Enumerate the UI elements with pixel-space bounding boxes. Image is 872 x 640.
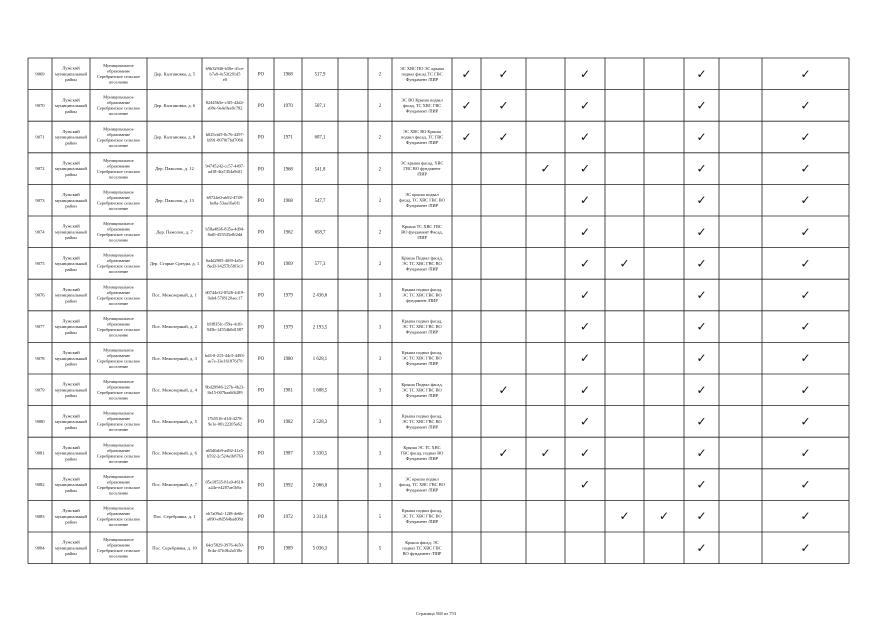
area-cell: 507,1 [314, 104, 326, 110]
area-cell: 2 193,5 [312, 325, 328, 331]
works-cell: Крыша Подвал фасад, ЭС ТС ХВС ГВС ВО Фундамент /ПИР [401, 381, 443, 398]
checkmark-icon: ✓ [800, 540, 811, 555]
row-number: 9084 [35, 545, 45, 551]
checkmark-icon: ✓ [696, 256, 707, 271]
checkmark-icon: ✓ [800, 98, 811, 113]
settlement-cell: Муниципальное образование Серебрянское сельское поселение [96, 505, 141, 527]
checkmark-icon: ✓ [619, 509, 630, 524]
district-cell: Лужский муниципальный район [55, 192, 87, 209]
checkmark-icon: ✓ [800, 477, 811, 492]
guid-cell: 9bd29946-227b-4b23-8a15-007baa6f6289 [205, 384, 245, 396]
type-cell: РО [257, 483, 265, 489]
checkmark-icon: ✓ [800, 382, 811, 397]
guid-cell: 82445b5e-c3f5-42d2-a99e-9a4e9ee9c782 [205, 100, 245, 111]
address-cell: Пос. Межозерный, д. 6 [152, 450, 197, 456]
checkmark-icon: ✓ [696, 540, 707, 555]
works-cell: ЭС ВО Крыша подвал фасад, ТС ХВС ГВС Фундамент /ПИР [401, 97, 443, 114]
year-cell: 1971 [283, 135, 293, 141]
district-cell: Лужский муниципальный район [55, 350, 87, 367]
checkmark-icon: ✓ [800, 161, 811, 176]
checkmark-icon: ✓ [800, 319, 811, 334]
year-cell: 1970 [283, 104, 293, 110]
area-cell: 577,3 [314, 262, 326, 268]
checkmark-icon: ✓ [696, 288, 707, 302]
checkmark-icon: ✓ [696, 193, 707, 208]
area-cell: 5 036,3 [312, 546, 328, 552]
checkmark-icon: ✓ [579, 98, 591, 113]
row-number: 9080 [35, 419, 45, 425]
district-cell: Лужский муниципальный район [55, 318, 87, 335]
guid-cell: eb7a09a1-12f8-4e6b-a090-e8d564bad08d [206, 510, 244, 522]
row-number: 9082 [35, 482, 45, 488]
settlement-cell: Муниципальное образование Серебрянское сельское поселение [96, 473, 141, 496]
year-cell: 1979 [283, 293, 293, 299]
checkmark-icon: ✓ [498, 98, 509, 113]
checkmark-icon: ✓ [461, 130, 472, 144]
checkmark-icon: ✓ [579, 351, 591, 366]
works-cell: Крыша ЭС ТС ХВС ГВС фасад, подвал ВО Фундамент /ПИР [400, 445, 444, 462]
checkmark-icon: ✓ [498, 66, 509, 81]
settlement-cell: Муниципальное образование Серебрянское сельское поселение [96, 157, 141, 180]
checkmark-icon: ✓ [696, 509, 707, 524]
guid-cell: 05e18535-81a9-4618-a24e-e4287ae1b9a [205, 479, 245, 490]
floors-cell: 2 [378, 135, 382, 141]
table-row [35, 474, 810, 496]
table-row [35, 316, 810, 338]
floors-cell: 3 [378, 388, 382, 394]
checkmark-icon: ✓ [696, 382, 707, 397]
checkmark-icon: ✓ [696, 446, 707, 460]
checkmark-icon: ✓ [579, 288, 591, 302]
table-row [35, 537, 810, 559]
district-cell: Лужский муниципальный район [55, 128, 87, 146]
works-cell: Крыша подвал фасад, ЭС ТС ХВС ГВС ВО Фундамент /ПИР [401, 350, 443, 367]
address-cell: Дер. Пажолок, д. 12 [155, 166, 194, 172]
floors-cell: 3 [378, 420, 382, 426]
checkmark-icon: ✓ [540, 161, 551, 176]
row-number: 9074 [35, 229, 45, 235]
floors-cell: 2 [378, 198, 382, 204]
guid-cell: 94745242-cc57-4497-ad18-4fa7454a9df1 [205, 163, 245, 174]
row-number: 9072 [35, 166, 45, 172]
row-number: 9079 [35, 387, 45, 393]
checkmark-icon: ✓ [800, 130, 811, 144]
checkmark-icon: ✓ [579, 130, 591, 144]
works-cell: Крыша ТС ХВС ГВС ВО фундамент Фасад, /ПИР [401, 223, 443, 240]
settlement-cell: Муниципальное образование Серебрянское сельское поселение [96, 94, 141, 117]
year-cell: 1968 [283, 72, 293, 78]
settlement-cell: Муниципальное образование Серебрянское сельское поселение [96, 63, 141, 85]
floors-cell: 2 [378, 72, 382, 78]
guid-cell: b9724e0-ab92-4749-be8a-53aa16a0f1 [206, 194, 244, 206]
year-cell: 1989 [283, 546, 293, 552]
row-number: 9070 [35, 103, 45, 109]
floors-cell: 5 [378, 546, 382, 552]
checkmark-icon: ✓ [579, 193, 591, 208]
guid-cell: 64cf5829-3976-4e50-8c4a-47fc8b2a518e [205, 542, 245, 554]
district-cell: Лужский муниципальный район [55, 476, 87, 493]
checkmark-icon: ✓ [800, 446, 811, 460]
row-number: 9076 [35, 292, 45, 298]
year-cell: 1980 [283, 356, 293, 362]
area-cell: 1 628,1 [312, 356, 328, 362]
year-cell: 1968 [283, 167, 293, 173]
district-cell: Лужский муниципальный район [55, 413, 87, 430]
floors-cell: 2 [378, 104, 382, 110]
checkmark-icon: ✓ [498, 130, 509, 144]
checkmark-icon: ✓ [579, 382, 591, 397]
settlement-cell: Муниципальное образование Серебрянское сельское поселение [96, 410, 141, 433]
address-cell: Дер. Пажолок, д. 7 [156, 229, 193, 235]
type-cell: РО [257, 356, 265, 362]
guid-cell: 6a4d2905-4f69-4a5e-8ad3-34257b5f03c3 [205, 258, 245, 269]
checkmark-icon: ✓ [579, 319, 591, 334]
table-row [35, 221, 810, 243]
table-row [35, 284, 810, 306]
type-cell: РО [257, 198, 265, 204]
checkmark-icon: ✓ [696, 161, 707, 176]
table-row [35, 505, 810, 527]
address-cell: Дер. Калгановка, д. 8 [153, 134, 196, 140]
checkmark-icon: ✓ [696, 66, 707, 81]
floors-cell: 5 [378, 514, 382, 520]
year-cell: 1979 [283, 325, 293, 331]
district-cell: Лужский муниципальный район [55, 444, 87, 462]
floors-cell: 3 [378, 356, 382, 362]
checkmark-icon: ✓ [696, 130, 707, 144]
guid-cell: 17b5516-d1ff-4278-9e1e-0ffc22205a62 [207, 416, 243, 427]
table-row [35, 379, 810, 401]
address-cell: Дер. Калгановка, д. 6 [153, 103, 196, 109]
works-cell: Крыша подвал фасад, ЭС ТС ХВС ГВС ВО Фундамент /ПИР [401, 508, 443, 525]
type-cell: РО [257, 420, 265, 426]
row-number: 9077 [35, 324, 45, 330]
area-cell: 541,8 [314, 167, 326, 173]
row-number: 9071 [35, 134, 45, 140]
address-cell: Дер. Калгановка, д. 5 [153, 71, 196, 77]
checkmark-icon: ✓ [579, 414, 591, 429]
guid-cell: b025cbf5-0c76-4297-b991-8070f7bd7066 [205, 131, 245, 143]
checkmark-icon: ✓ [579, 66, 591, 81]
table-row [35, 411, 810, 433]
checkmark-icon: ✓ [800, 224, 811, 239]
area-cell: 3 528,3 [312, 420, 328, 426]
district-cell: Лужский муниципальный район [55, 286, 87, 304]
year-cell: 1972 [283, 514, 293, 520]
checkmark-icon: ✓ [579, 477, 591, 492]
settlement-cell: Муниципальное образование Серебрянское сельское поселение [96, 347, 141, 369]
works-cell: Крыша подвал фасад, ЭС ТС ХВС ГВС ВО Фундамент /ПИР [401, 318, 443, 335]
type-cell: РО [257, 546, 265, 552]
row-number: 9073 [35, 197, 45, 203]
settlement-cell: Муниципальное образование Серебрянское сельское поселение [96, 189, 141, 211]
checkmark-icon: ✓ [800, 256, 811, 271]
checkmark-icon: ✓ [579, 161, 591, 176]
type-cell: РО [257, 325, 265, 331]
works-cell: ЭС ХВС ВО Крыша подвал фасад, ТС ГВС Фундамент /ПИР [400, 129, 444, 146]
table-row [35, 63, 810, 85]
checkmark-icon: ✓ [800, 193, 811, 208]
district-cell: Лужский муниципальный район [55, 508, 87, 525]
checkmark-icon: ✓ [540, 446, 551, 460]
type-cell: РО [257, 230, 265, 236]
checkmark-icon: ✓ [461, 98, 472, 113]
checkmark-icon: ✓ [579, 446, 591, 460]
works-cell: ЭС ХВС ПО ЭС крыша подвал фасад ТС ГВС Фундамент /ПИР [399, 65, 445, 82]
year-cell: 1982 [283, 420, 293, 426]
table-row [35, 347, 810, 369]
checkmark-icon: ✓ [800, 351, 811, 366]
checkmark-icon: ✓ [696, 319, 707, 334]
type-cell: РО [257, 388, 265, 394]
area-cell: 547,7 [314, 198, 326, 204]
guid-cell: a65d0ab9-ad92-41e5-b592-2c524a1b8763 [205, 447, 245, 459]
checkmark-icon: ✓ [800, 288, 811, 302]
checkmark-icon: ✓ [658, 509, 670, 524]
page-number: Страница 568 из 753 [415, 611, 457, 616]
type-cell: РО [257, 167, 265, 173]
district-cell: Лужский муниципальный район [55, 223, 87, 241]
area-cell: 2 436,6 [312, 293, 328, 299]
table-row [35, 158, 810, 180]
checkmark-icon: ✓ [800, 414, 811, 429]
guid-cell: b9f835fc-f59a-4cf0-945b-14554b0d1587 [206, 321, 244, 332]
year-cell: 1968 [283, 198, 293, 204]
guid-cell: b58a4836-835a-4d94-8af0-455535e8f2dd [205, 226, 245, 238]
checkmark-icon: ✓ [696, 98, 707, 113]
address-cell: Пос. Межозерный, д. 1 [152, 292, 197, 298]
area-cell: 2 066,0 [312, 483, 328, 489]
table-row [35, 253, 810, 275]
year-cell: 1969 [283, 262, 293, 268]
checkmark-icon: ✓ [800, 509, 811, 524]
address-cell: Пос. Межозерный, д. 2 [152, 324, 197, 330]
area-cell: 1 608,5 [312, 388, 328, 394]
district-cell: Лужский муниципальный район [55, 539, 87, 557]
settlement-cell: Муниципальное образование Серебрянское сельское поселение [96, 379, 141, 401]
table-row [35, 126, 810, 148]
address-cell: Дер. Старые Срезды, д. 1 [149, 261, 200, 267]
settlement-cell: Муниципальное образование Серебрянское сельское поселение [96, 126, 141, 148]
settlement-cell: Муниципальное образование Серебрянское сельское поселение [96, 252, 141, 275]
works-cell: Крыша подвал фасад, ЭС ТС ХВС ГВС ВО фундамент /ПИР [401, 287, 443, 304]
type-cell: РО [257, 451, 265, 457]
checkmark-icon: ✓ [579, 256, 591, 271]
type-cell: РО [257, 135, 265, 141]
address-cell: Дер. Пажолок, д. 13 [155, 197, 194, 203]
guid-cell: d0744e32-8526-4419-9ab4-57f8120aec17 [205, 289, 245, 301]
settlement-cell: Муниципальное образование Серебрянское сельское поселение [96, 315, 141, 338]
floors-cell: 3 [378, 293, 382, 299]
works-cell: ЭС крыша подвал фасад, ТС ХВС ГВС ВО Фундамент /ПИР [399, 192, 445, 209]
floors-cell: 2 [378, 262, 382, 268]
type-cell: РО [257, 514, 265, 520]
floors-cell: 3 [378, 451, 382, 457]
checkmark-icon: ✓ [696, 351, 707, 366]
checkmark-icon: ✓ [498, 446, 509, 460]
checkmark-icon: ✓ [696, 414, 707, 429]
settlement-cell: Муниципальное образование Серебрянское сельское поселение [96, 442, 141, 464]
address-cell: Пос. Межозерный, д. 7 [152, 482, 197, 488]
year-cell: 1981 [283, 388, 293, 394]
type-cell: РО [257, 72, 265, 78]
area-cell: 3 311,6 [312, 514, 328, 520]
floors-cell: 2 [378, 167, 382, 173]
checkmark-icon: ✓ [619, 256, 630, 271]
works-cell: ЭС крыша фасад, ХВС ГВС ВО фундамент /ПИР [400, 160, 444, 177]
checkmark-icon: ✓ [696, 477, 707, 492]
district-cell: Лужский муниципальный район [55, 97, 87, 114]
address-cell: Пос. Межозерный, д. 4 [152, 387, 197, 393]
year-cell: 1987 [283, 451, 293, 457]
area-cell: 607,1 [314, 135, 326, 141]
district-cell: Лужский муниципальный район [55, 255, 87, 272]
works-cell: ЭС крыша подвал фасад, ТС ХВС ГВС ВО Фундамент /ПИР [399, 476, 445, 493]
floors-cell: 3 [378, 483, 382, 489]
area-cell: 3 330,5 [312, 451, 328, 457]
table-row [35, 95, 810, 117]
row-number: 9081 [35, 450, 45, 456]
checkmark-icon: ✓ [498, 382, 509, 397]
area-cell: 517,9 [314, 72, 326, 78]
address-cell: Пос. Межозерный, д. 5 [152, 419, 197, 425]
type-cell: РО [257, 104, 265, 110]
row-number: 9083 [35, 513, 45, 519]
address-cell: Пос. Серебрянка, д. 1 [153, 513, 196, 519]
area-cell: 658,7 [314, 230, 326, 236]
guid-cell: bd3-0-215-44c5-4493-ae7e-33e161876f79 [205, 352, 245, 364]
row-number: 9078 [35, 355, 45, 361]
district-cell: Лужский муниципальный район [55, 160, 87, 177]
settlement-cell: Муниципальное образование Серебрянское сельское поселение [96, 284, 141, 306]
works-cell: Крыша подвал фасад, ЭС ТС ХВС ГВС ВО Фундамент /ПИР [401, 413, 443, 430]
checkmark-icon: ✓ [461, 66, 472, 81]
checkmark-icon: ✓ [800, 66, 811, 81]
row-number: 9069 [35, 71, 45, 77]
address-cell: Пос. Серебрянка, д. 10 [152, 545, 197, 551]
table-row [35, 442, 810, 464]
district-cell: Лужский муниципальный район [55, 65, 87, 83]
checkmark-icon: ✓ [579, 224, 591, 239]
checkmark-icon: ✓ [696, 224, 707, 239]
works-cell: Крыша фасад, ЭС подвал ТС ХВС ГВС ВО фундамент /ПИР [402, 539, 442, 556]
works-cell: Крыша Подвал фасад, ЭС ТС ХВС ГВС ВО Фундамент /ПИР [401, 255, 443, 272]
settlement-cell: Муниципальное образование Серебрянское сельское поселение [96, 221, 141, 243]
table-row [35, 189, 810, 211]
settlement-cell: Муниципальное образование Серебрянское сельское поселение [96, 537, 141, 559]
year-cell: 1992 [283, 483, 293, 489]
type-cell: РО [257, 262, 265, 268]
floors-cell: 3 [378, 325, 382, 331]
year-cell: 1962 [283, 230, 293, 236]
floors-cell: 2 [378, 230, 382, 236]
row-number: 9075 [35, 261, 45, 267]
district-cell: Лужский муниципальный район [55, 381, 87, 399]
guid-cell: b9b32946-b50e-41ce-b7a9-4c53f291d5 e0 [205, 65, 245, 82]
address-cell: Пос. Межозерный, д. 3 [152, 355, 197, 361]
type-cell: РО [257, 293, 265, 299]
